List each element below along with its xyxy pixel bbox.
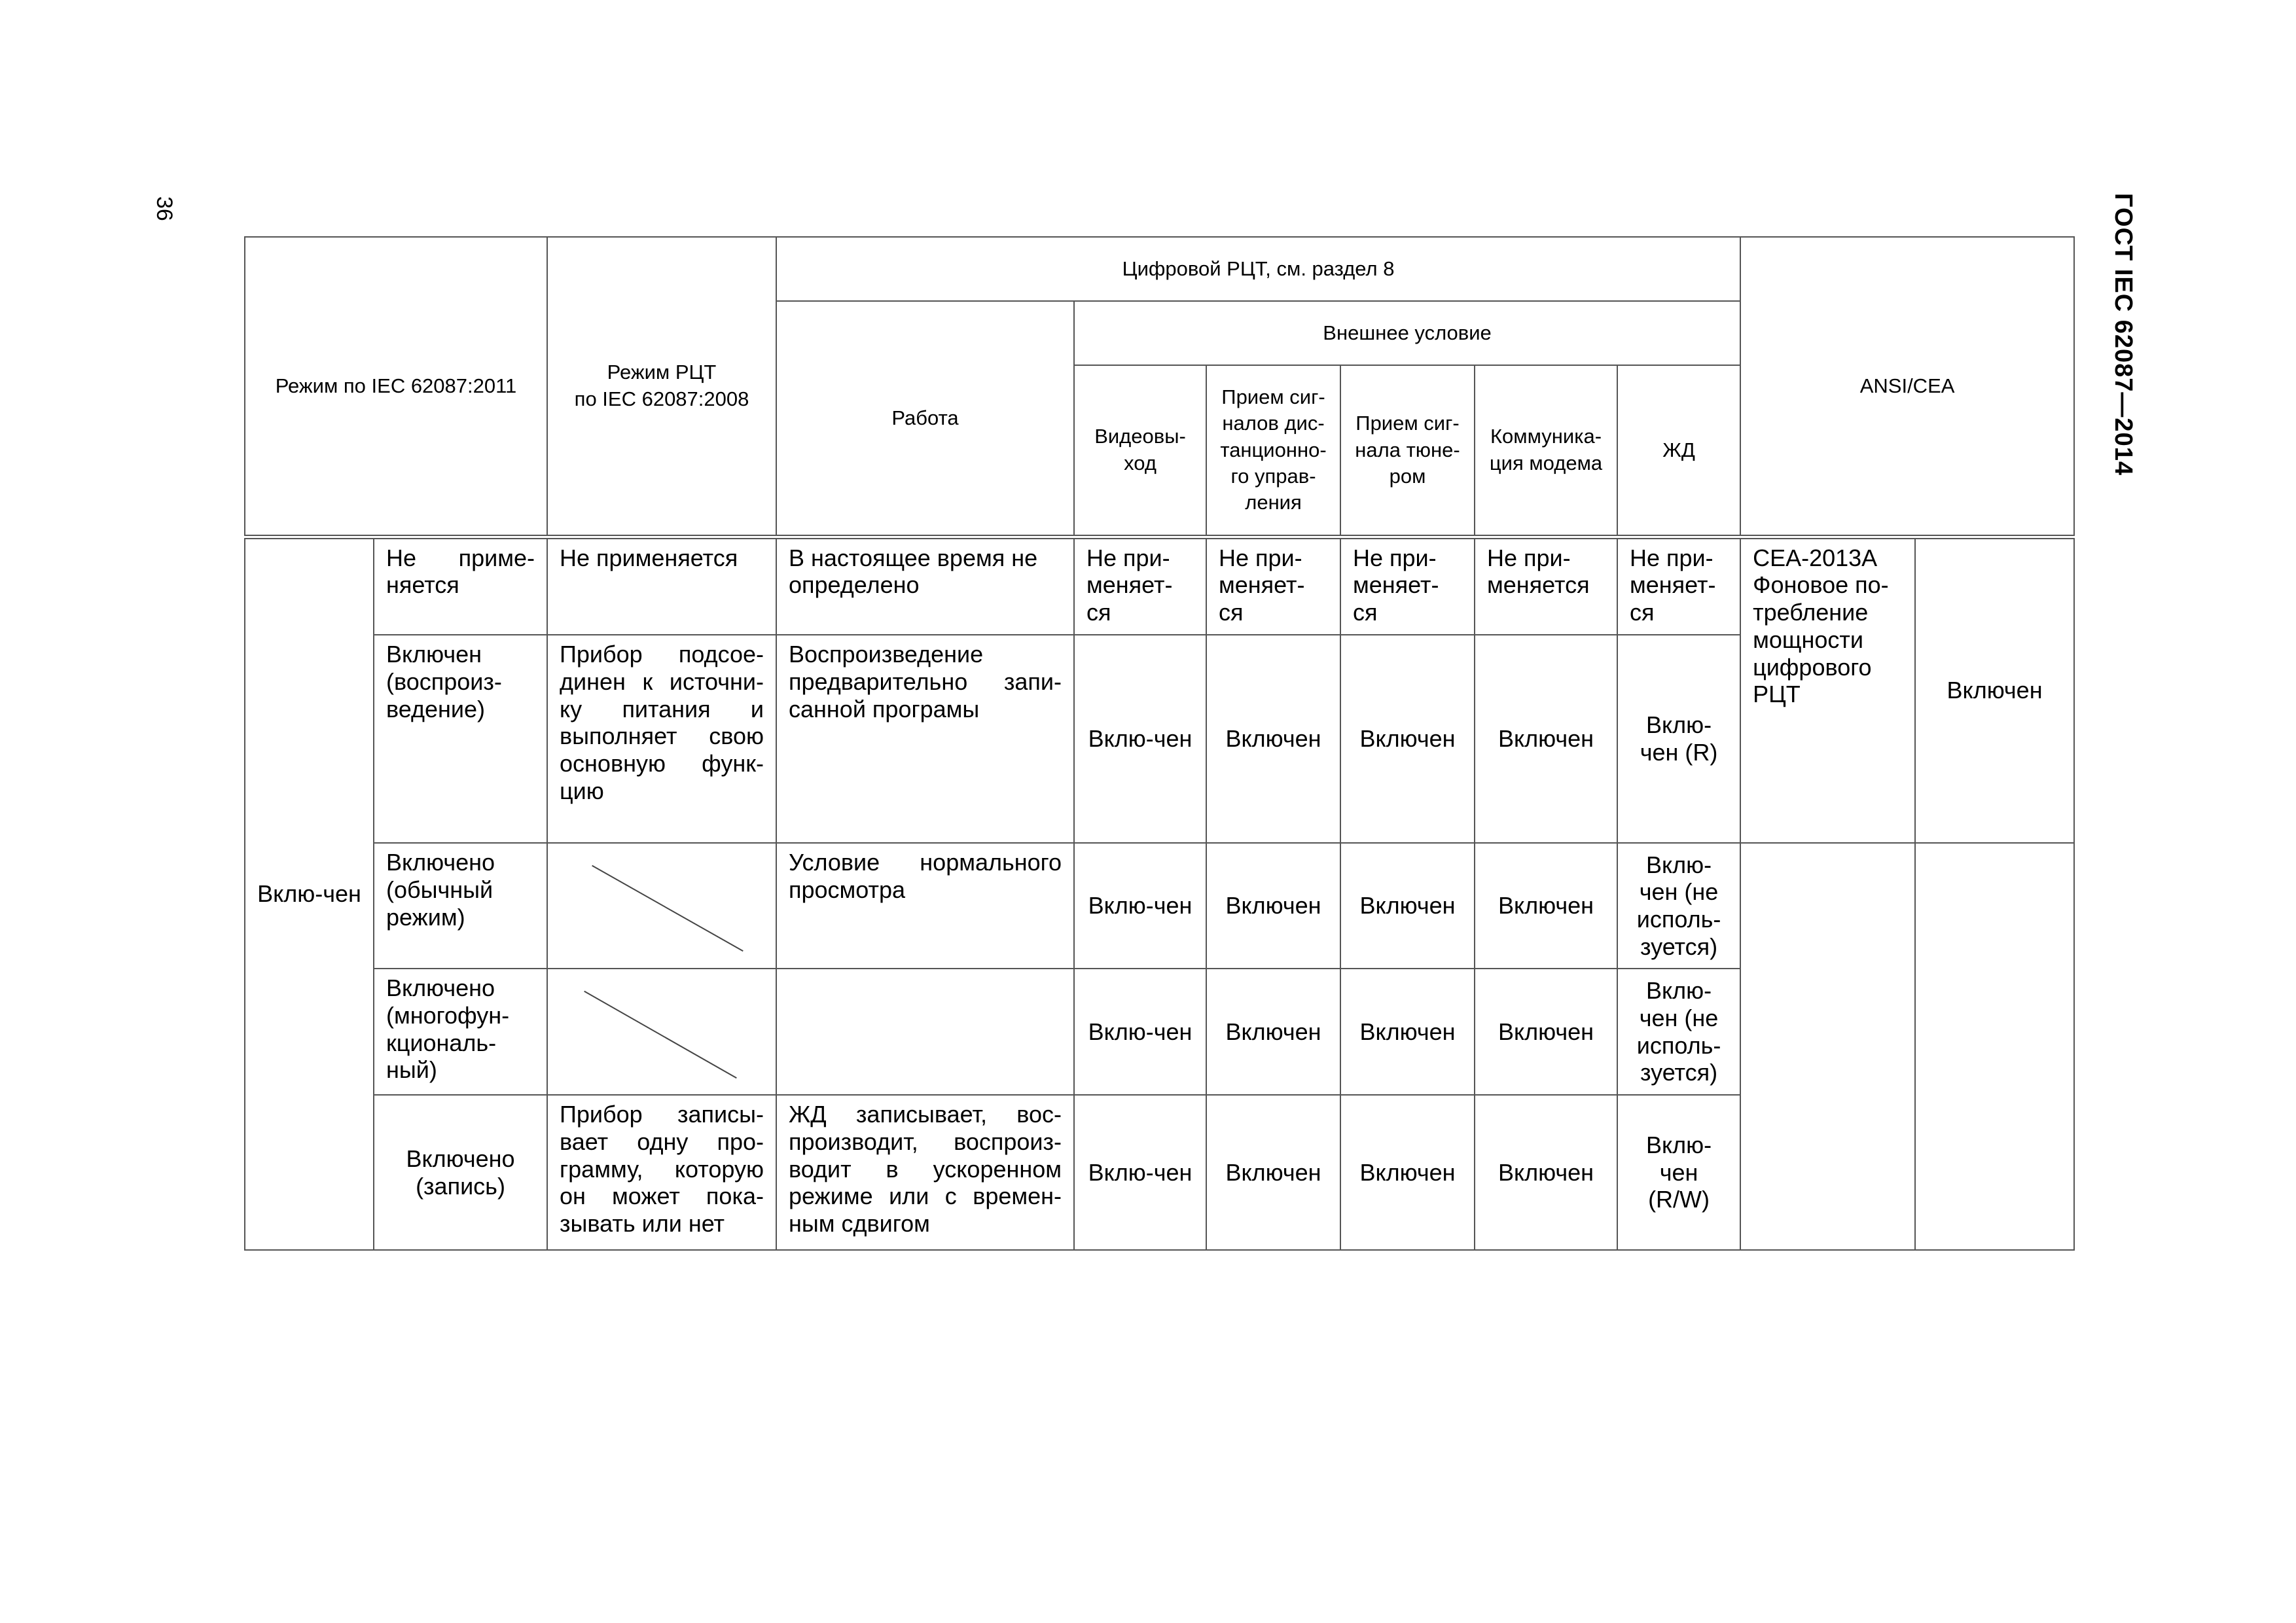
header-modem: Коммуника-ция модема — [1475, 365, 1617, 537]
hdd-cell: Вклю-чен (R/W) — [1617, 1095, 1740, 1250]
modem-cell: Включен — [1475, 843, 1617, 969]
hdd-cell: Вклю-чен (R) — [1617, 635, 1740, 843]
header-remote-signals: Прием сиг-налов дис-танционно-го управ-ления — [1206, 365, 1340, 537]
mode-cell: Включено (многофун-кциональ-ный) — [374, 969, 547, 1095]
ansi-state-cell: Включен — [1915, 537, 2074, 843]
remote-cell: Включен — [1206, 635, 1340, 843]
rct-cell: Прибор записы-вает одну про-грамму, которую он может пока-зывать или нет — [547, 1095, 776, 1250]
modem-cell: Включен — [1475, 635, 1617, 843]
header-mode-rct-line1: Режим РЦТ — [607, 361, 717, 384]
operation-cell: В настоящее время не определено — [776, 537, 1074, 635]
operation-cell: ЖД записывает, вос-производит, воспроиз-водит в ускоренном режиме или с времен-ным сдвигом — [776, 1095, 1074, 1250]
operation-cell — [776, 969, 1074, 1095]
table-row — [245, 537, 2074, 635]
video-cell: Вклю-чен — [1074, 1095, 1206, 1250]
ansi-standard-empty — [1740, 843, 1915, 1250]
modem-cell: Не при-меняется — [1475, 537, 1617, 635]
tuner-cell: Включен — [1340, 1095, 1475, 1250]
header-operation: Работа — [776, 301, 1074, 537]
modem-cell: Включен — [1475, 969, 1617, 1095]
hdd-cell: Вклю-чен (не исполь-зуется) — [1617, 969, 1740, 1095]
standard-title: ГОСТ IEC 62087—2014 — [2109, 193, 2137, 476]
remote-cell: Не при-меняет-ся — [1206, 537, 1340, 635]
remote-cell: Включен — [1206, 1095, 1340, 1250]
group-label: Вклю-чен — [245, 537, 374, 1250]
page-number: 36 — [152, 196, 177, 221]
video-cell: Вклю-чен — [1074, 843, 1206, 969]
tuner-cell: Включен — [1340, 843, 1475, 969]
rct-cell: Не применяется — [547, 537, 776, 635]
header-ansi-cea: ANSI/CEA — [1740, 237, 2074, 537]
mode-cell: Включен (воспроиз-ведение) — [374, 635, 547, 843]
diagonal-line — [548, 844, 776, 968]
mode-cell: Не приме-няется — [374, 537, 547, 635]
header-digital-rct: Цифровой РЦТ, см. раздел 8 — [776, 237, 1740, 301]
rct-cell-diagonal — [547, 843, 776, 969]
rct-cell: Прибор подсое-динен к источни-ку питания и выполняет свою основную функ-цию — [547, 635, 776, 843]
ansi-standard-cell: CEA-2013A Фоновое по-требление мощности цифрового РЦТ — [1740, 537, 1915, 843]
video-cell: Вклю-чен — [1074, 969, 1206, 1095]
hdd-cell: Вклю-чен (не исполь-зуется) — [1617, 843, 1740, 969]
hdd-cell: Не при-меняет-ся — [1617, 537, 1740, 635]
rct-cell-diagonal — [547, 969, 776, 1095]
operation-cell: Воспроизведение предварительно запи-санной програмы — [776, 635, 1074, 843]
modem-cell: Включен — [1475, 1095, 1617, 1250]
tuner-cell: Включен — [1340, 635, 1475, 843]
header-mode-rct-line2: по IEC 62087:2008 — [574, 387, 749, 410]
ansi-state-empty — [1915, 843, 2074, 1250]
mode-table — [244, 236, 2075, 1251]
video-cell: Вклю-чен — [1074, 635, 1206, 843]
remote-cell: Включен — [1206, 843, 1340, 969]
video-cell: Не при-меняет-ся — [1074, 537, 1206, 635]
header-mode-rct — [547, 237, 776, 537]
header-external-condition: Внешнее условие — [1074, 301, 1740, 365]
header-hdd: ЖД — [1617, 365, 1740, 537]
diagonal-line — [548, 969, 776, 1094]
operation-cell: Условие нормального просмотра — [776, 843, 1074, 969]
mode-cell: Включено (обычный режим) — [374, 843, 547, 969]
header-mode-iec2011: Режим по IEC 62087:2011 — [245, 237, 547, 537]
header-tuner-signal: Прием сиг-нала тюне-ром — [1340, 365, 1475, 537]
mode-cell: Включено (запись) — [374, 1095, 547, 1250]
table-row — [245, 843, 2074, 969]
remote-cell: Включен — [1206, 969, 1340, 1095]
tuner-cell: Не при-меняет-ся — [1340, 537, 1475, 635]
tuner-cell: Включен — [1340, 969, 1475, 1095]
header-video-out: Видеовы-ход — [1074, 365, 1206, 537]
